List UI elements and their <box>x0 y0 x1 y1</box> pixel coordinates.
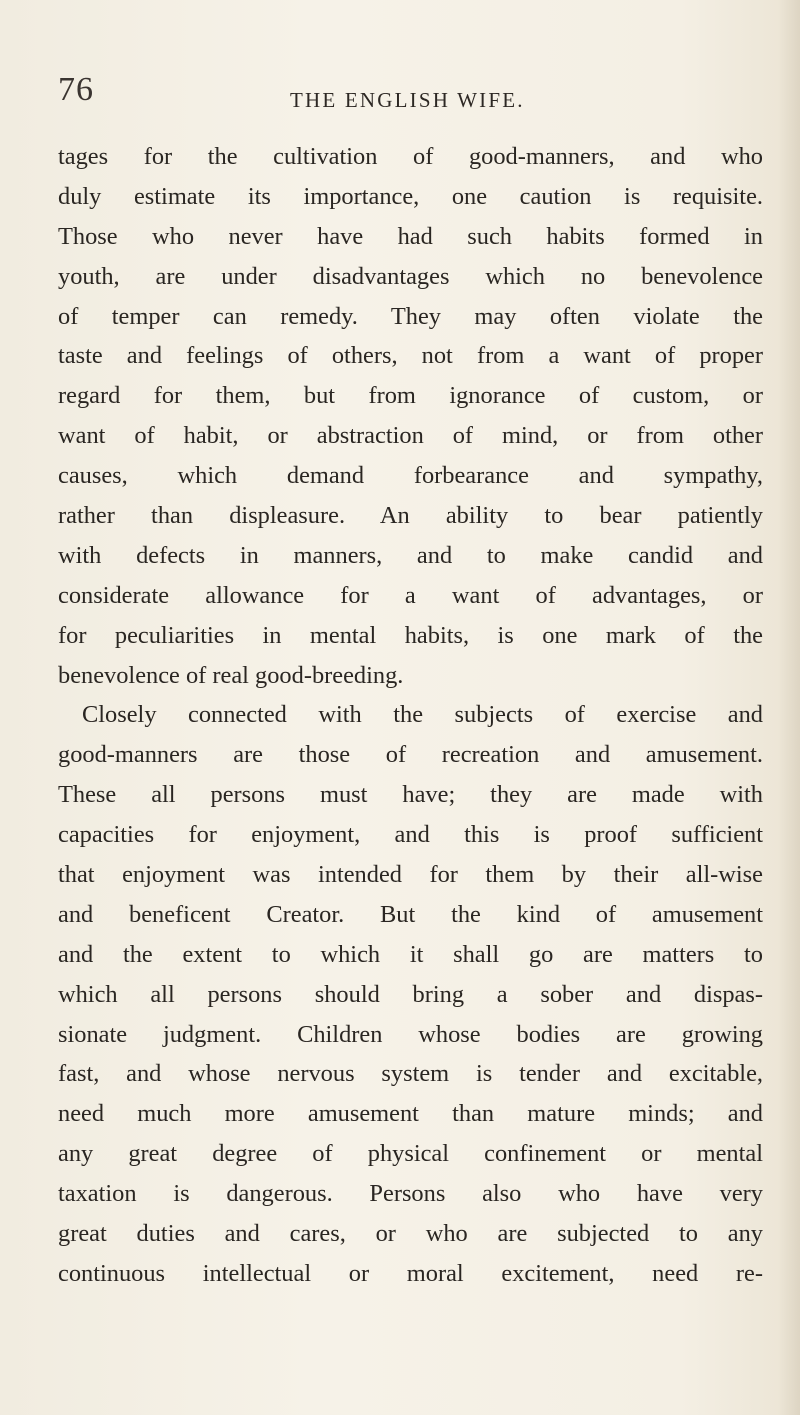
running-head: THE ENGLISH WIFE. <box>290 88 525 112</box>
text-line: Those who never have had such habits formed in <box>58 222 763 250</box>
text-line: causes, which demand forbearance and sympathy, <box>58 462 763 490</box>
text-line: considerate allowance for a want of advantages, or <box>58 581 763 609</box>
text-line: need much more amusement than mature minds; and <box>58 1100 763 1128</box>
text-line: that enjoyment was intended for them by their all-wise <box>58 861 763 889</box>
text-line: any great degree of physical confinement or mental <box>58 1140 763 1168</box>
page-edge-shadow <box>778 0 800 1415</box>
text-line: which all persons should bring a sober and dispas- <box>58 980 763 1008</box>
text-line: fast, and whose nervous system is tender and excitable, <box>58 1060 763 1088</box>
text-line: tages for the cultivation of good-manners, and who <box>58 143 763 170</box>
text-line: want of habit, or abstraction of mind, or from other <box>58 422 763 450</box>
body-text <box>58 137 763 1294</box>
paragraph-first-line: Closely connected with the subjects of exercise and <box>82 701 763 729</box>
page-header <box>58 70 758 110</box>
text-line: for peculiarities in mental habits, is one mark of the <box>58 621 763 649</box>
text-line: with defects in manners, and to make candid and <box>58 541 763 569</box>
text-line: of temper can remedy. They may often violate the <box>58 302 763 330</box>
text-line: duly estimate its importance, one caution is requisite. <box>58 182 763 210</box>
paragraph-last-line: benevolence of real good-breeding. <box>58 661 404 689</box>
text-line: capacities for enjoyment, and this is proof sufficient <box>58 821 763 849</box>
page-number: 76 <box>58 71 94 108</box>
text-line: continuous intellectual or moral excitement, need re- <box>58 1259 763 1287</box>
text-line: and the extent to which it shall go are matters to <box>58 940 763 968</box>
text-line: taxation is dangerous. Persons also who have very <box>58 1180 763 1208</box>
text-line: great duties and cares, or who are subjected to any <box>58 1220 763 1248</box>
text-line: taste and feelings of others, not from a want of proper <box>58 342 763 370</box>
text-line: regard for them, but from ignorance of custom, or <box>58 382 763 410</box>
text-line: sionate judgment. Children whose bodies are growing <box>58 1020 763 1048</box>
text-line: These all persons must have; they are made with <box>58 781 763 809</box>
text-line: youth, are under disadvantages which no benevolence <box>58 262 763 290</box>
text-line: rather than displeasure. An ability to bear patiently <box>58 502 763 530</box>
text-line: and beneficent Creator. But the kind of amusement <box>58 900 763 928</box>
text-line: good-manners are those of recreation and amusement. <box>58 741 763 769</box>
